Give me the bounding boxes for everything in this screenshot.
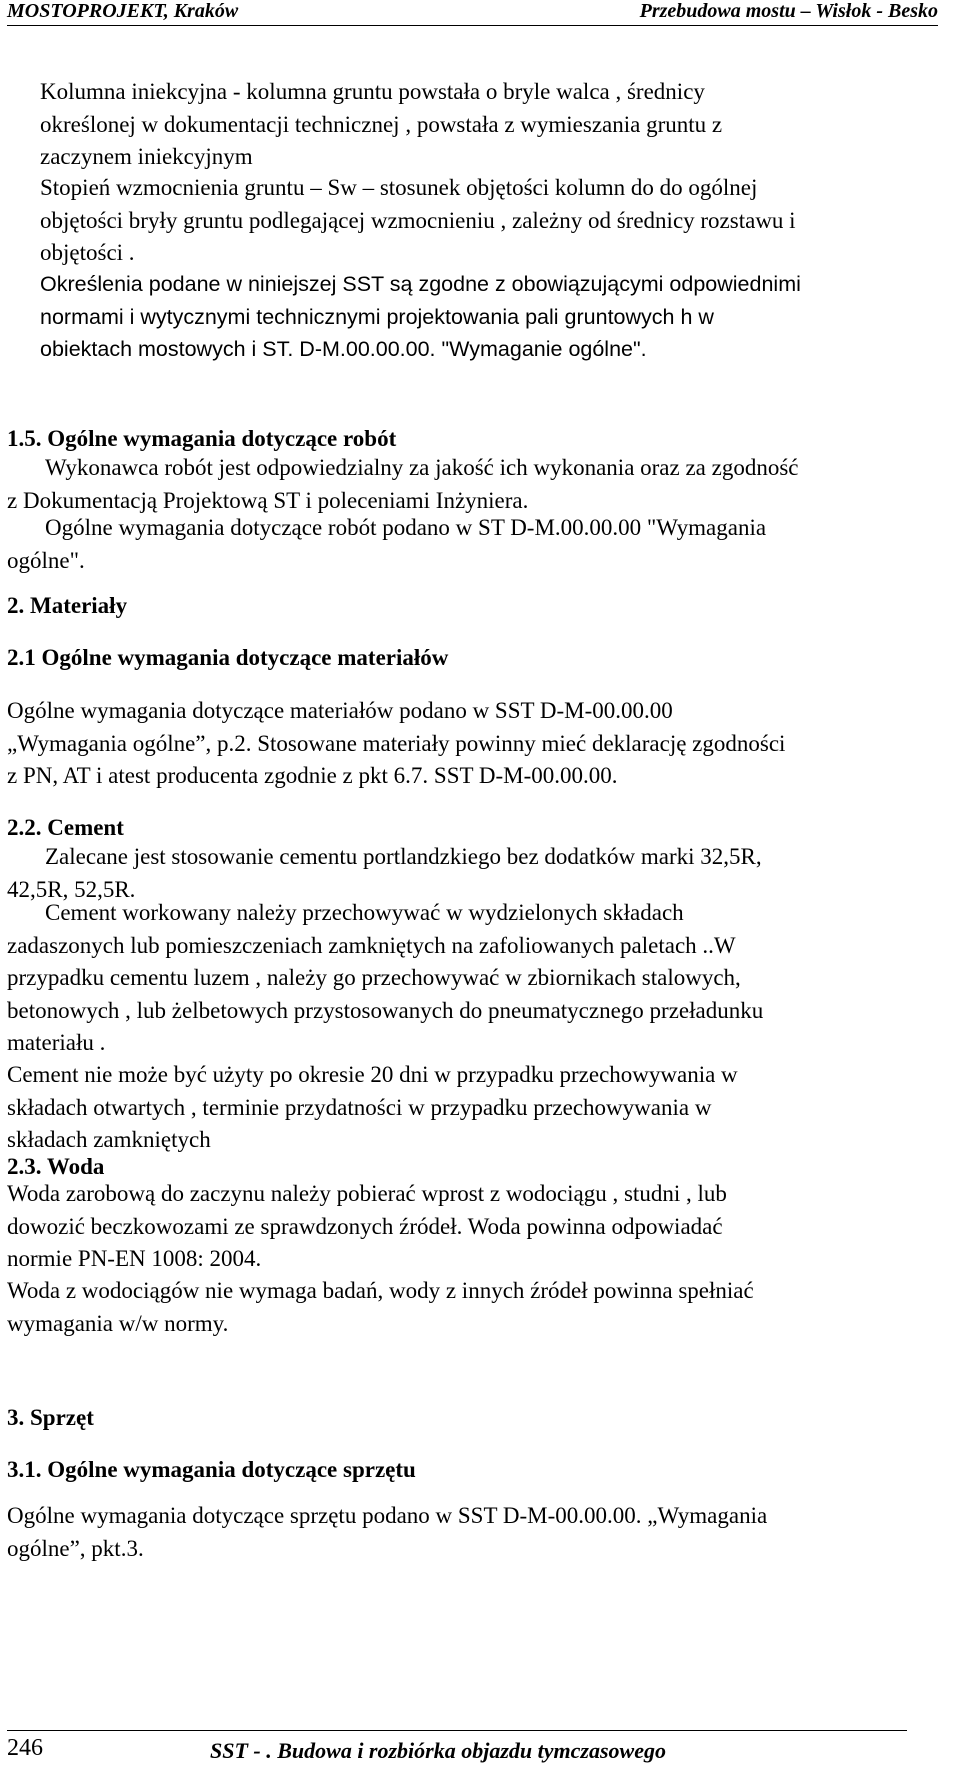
text-line: 42,5R, 52,5R. — [7, 876, 136, 902]
text-line: Stopień wzmocnienia gruntu – Sw – stosunek objętości kolumn do do ogólnej — [40, 175, 758, 200]
text-line: składach zamkniętych — [7, 1127, 211, 1152]
text-line: ogólne”, pkt.3. — [7, 1535, 144, 1561]
text-line: Kolumna iniekcyjna - kolumna gruntu powstała o bryle walca , średnicy — [40, 79, 705, 104]
header-company: MOSTOPROJEKT, Kraków — [7, 0, 239, 22]
text-line: Woda z wodociągów nie wymaga badań, wody z innych źródeł powinna spełniać — [7, 1278, 754, 1303]
text-line: objętości . — [40, 240, 135, 265]
heading-2-3: 2.3. Woda — [7, 1154, 105, 1179]
heading-2-2: 2.2. Cement — [7, 815, 124, 840]
text-line: Cement workowany należy przechowywać w wydzielonych składach — [45, 900, 684, 925]
paragraph-contractor-responsibility — [7, 452, 937, 517]
text-line: ogólne". — [7, 547, 85, 573]
paragraph-water-testing — [7, 1275, 937, 1340]
heading-1-5: 1.5. Ogólne wymagania dotyczące robót — [7, 426, 397, 451]
text-line: z Dokumentacją Projektową ST i poleceniami Inżyniera. — [7, 487, 529, 513]
heading-2-1: 2.1 Ogólne wymagania dotyczące materiałów — [7, 645, 449, 670]
text-line: dowozić beczkowozami ze sprawdzonych źródeł. Woda powinna odpowiadać — [7, 1213, 723, 1239]
heading-3-1: 3.1. Ogólne wymagania dotyczące sprzętu — [7, 1457, 416, 1482]
text-line: składach otwartych , terminie przydatności w przypadku przechowywania w — [7, 1094, 712, 1120]
text-line: materiału . — [7, 1030, 106, 1055]
text-line: Ogólne wymagania dotyczące sprzętu podano w SST D-M-00.00.00. „Wymagania — [7, 1503, 768, 1528]
text-line: przypadku cementu luzem , należy go przechowywać w zbiornikach stalowych, — [7, 965, 741, 990]
text-line: z PN, AT i atest producenta zgodnie z pkt 6.7. SST D-M-00.00.00. — [7, 763, 618, 788]
header-project: Przebudowa mostu – Wisłok - Besko — [639, 0, 938, 22]
text-line: betonowych , lub żelbetowych przystosowanych do pneumatycznego przeładunku — [7, 997, 764, 1023]
text-line: „Wymagania ogólne”, p.2. Stosowane materiały powinny mieć deklarację zgodności — [7, 730, 786, 756]
page-number: 246 — [7, 1735, 43, 1761]
paragraph-cement-storage — [7, 897, 937, 1060]
text-line: zaczynem iniekcyjnym — [40, 144, 253, 169]
text-line: Woda zarobową do zaczynu należy pobierać wprost z wodociągu , studni , lub — [7, 1181, 727, 1206]
definition-stopien — [40, 172, 930, 270]
text-line: określonej w dokumentacji technicznej , powstała z wymieszania gruntu z — [40, 111, 723, 137]
paragraph-materials-requirements — [7, 695, 937, 793]
text-line: zadaszonych lub pomieszczeniach zamkniętych na zafoliowanych paletach ..W — [7, 932, 736, 958]
paragraph-equipment-requirements — [7, 1500, 937, 1565]
definitions-compliance-paragraph — [40, 268, 930, 366]
heading-3: 3. Sprzęt — [7, 1405, 94, 1430]
footer-rule — [7, 1730, 907, 1731]
text-line: Wykonawca robót jest odpowiedzialny za jakość ich wykonania oraz za zgodność — [45, 455, 799, 480]
footer-title: SST - . Budowa i rozbiórka objazdu tymczasowego — [210, 1738, 666, 1763]
text-line: wymagania w/w normy. — [7, 1310, 229, 1336]
header-rule — [7, 25, 938, 26]
text-line: Ogólne wymagania dotyczące materiałów podano w SST D-M-00.00.00 — [7, 698, 673, 723]
paragraph-water-source — [7, 1178, 937, 1276]
text-line: Zalecane jest stosowanie cementu portlandzkiego bez dodatków marki 32,5R, — [45, 844, 762, 869]
text-line: objętości bryły gruntu podlegającej wzmocnieniu , zależny od średnicy rozstawu i — [40, 207, 796, 233]
page-header — [0, 0, 960, 26]
paragraph-general-requirements-works — [7, 512, 937, 577]
text-line: Cement nie może być użyty po okresie 20 dni w przypadku przechowywania w — [7, 1062, 738, 1087]
text-line: obiektach mostowych i ST. D-M.00.00.00. "Wymaganie ogólne". — [40, 337, 647, 361]
paragraph-cement-expiry — [7, 1059, 937, 1157]
text-line: normami i wytycznymi technicznymi projektowania pali gruntowych h w — [40, 304, 714, 329]
text-line: Ogólne wymagania dotyczące robót podano w ST D-M.00.00.00 "Wymagania — [45, 515, 767, 540]
text-line: Określenia podane w niniejszej SST są zgodne z obowiązującymi odpowiednimi — [40, 272, 801, 296]
text-line: normie PN-EN 1008: 2004. — [7, 1246, 262, 1271]
definition-kolumna — [40, 76, 930, 174]
heading-2: 2. Materiały — [7, 593, 128, 618]
